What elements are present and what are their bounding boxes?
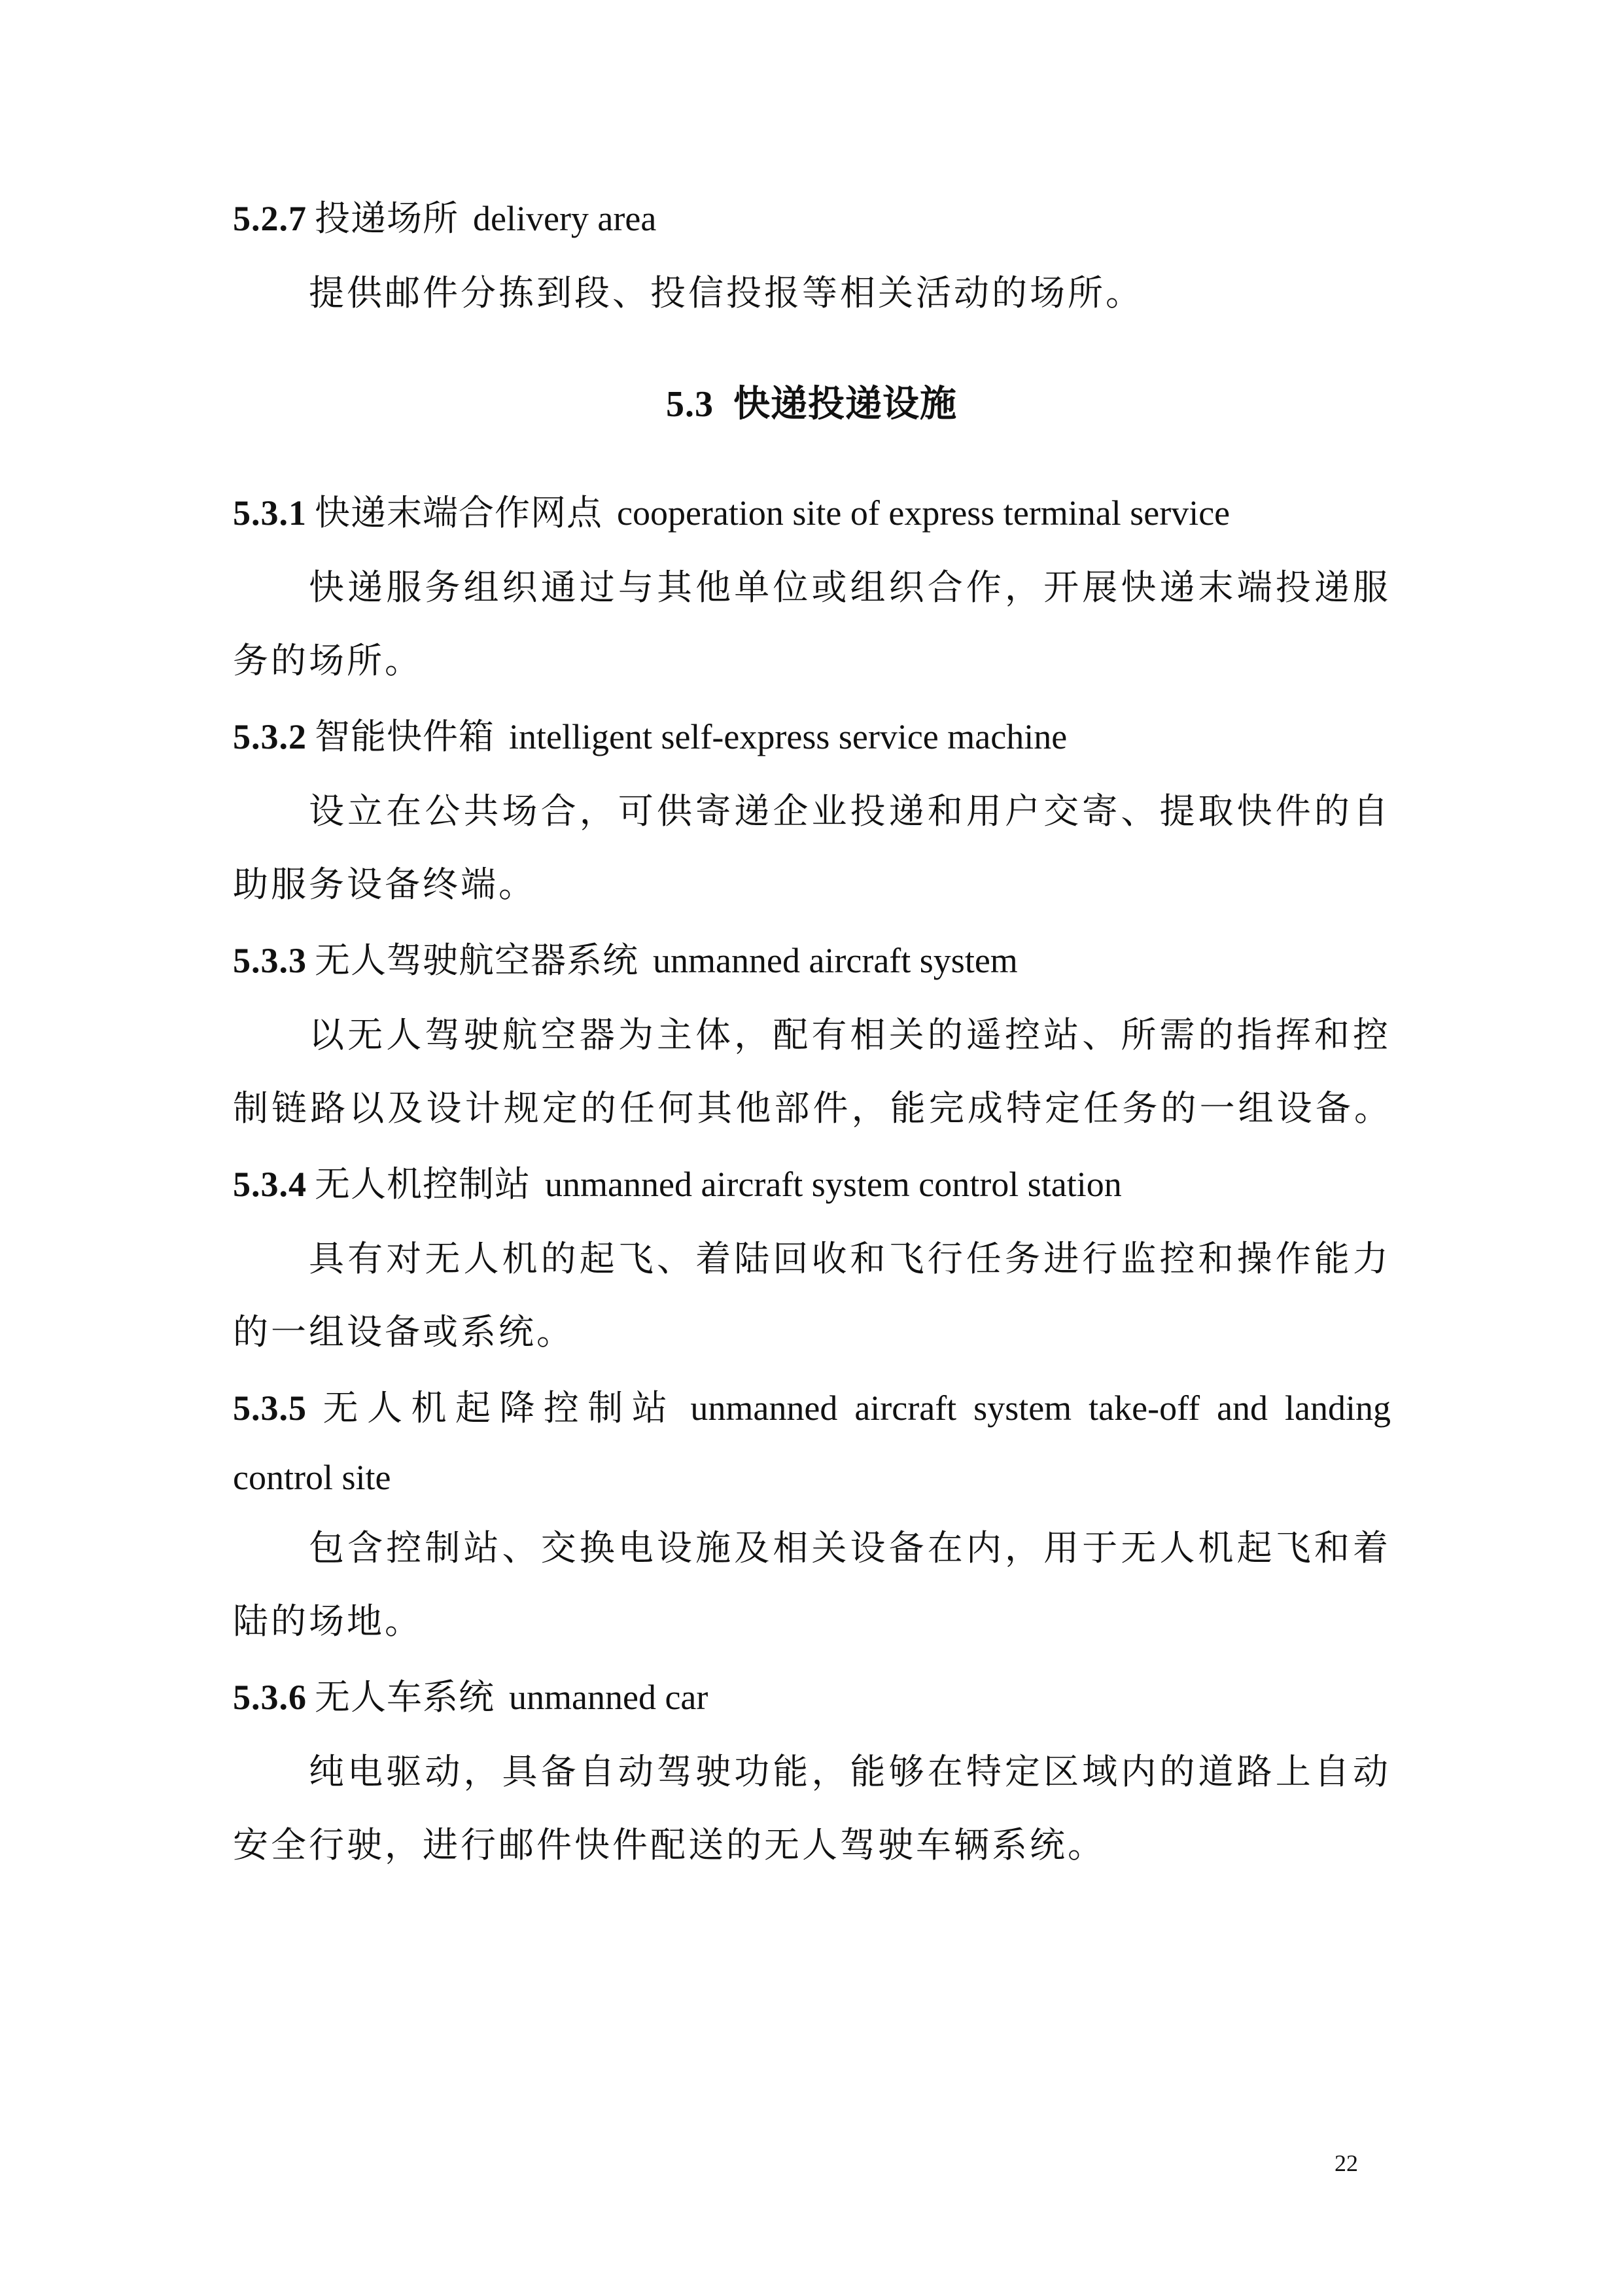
entry-number: 5.3.6 (233, 1678, 307, 1717)
term-en-continuation (233, 1451, 1391, 1504)
definition-line: 设立在公共场合，可供寄递企业投递和用户交寄、提取快件的自 (309, 790, 1391, 832)
page-number: 22 (1335, 2150, 1358, 2176)
term-en: intelligent self-express service machine (509, 717, 1068, 756)
definition-line: 具有对无人机的起飞、着陆回收和飞行任务进行监控和操作能力 (309, 1238, 1391, 1279)
entry-heading-5-3-5 (233, 1382, 1391, 1434)
definition-line: 快递服务组织通过与其他单位或组织合作，开展快递末端投递服 (309, 567, 1391, 608)
term-en: unmanned car (509, 1678, 708, 1717)
definition-line: 助服务设备终端。 (233, 864, 536, 905)
entry-number: 5.2.7 (233, 199, 307, 238)
definition-line: 包含控制站、交换电设施及相关设备在内，用于无人机起飞和着 (309, 1527, 1391, 1568)
definition-line: 的一组设备或系统。 (233, 1311, 574, 1352)
entry-heading-5-3-4 (233, 1158, 1391, 1210)
entry-heading-5-3-3 (233, 934, 1391, 987)
entry-heading-5-3-6 (233, 1671, 1391, 1723)
term-cn: 无人机起降控制站 (315, 1387, 676, 1428)
term-en: delivery area (473, 199, 657, 238)
definition-line: 以无人驾驶航空器为主体，配有相关的遥控站、所需的指挥和控 (309, 1014, 1391, 1055)
entry-number: 5.3.2 (233, 717, 307, 756)
entry-number: 5.3.5 (233, 1388, 307, 1428)
term-en: cooperation site of express terminal service (617, 493, 1230, 533)
entry-number: 5.3.1 (233, 493, 307, 533)
term-cn: 无人车系统 (315, 1676, 495, 1718)
term-en: unmanned aircraft system (653, 941, 1018, 980)
term-cn: 智能快件箱 (315, 716, 495, 757)
entry-heading-5-3-1 (233, 487, 1391, 539)
entry-heading-5-2-7 (233, 192, 1391, 245)
definition-line: 纯电驱动，具备自动驾驶功能，能够在特定区域内的道路上自动 (309, 1751, 1391, 1792)
definition-line: 务的场所。 (233, 640, 423, 681)
definition-line: 陆的场地。 (233, 1600, 423, 1642)
term-en: unmanned aircraft system control station (545, 1165, 1122, 1204)
entry-number: 5.3.3 (233, 941, 307, 980)
term-cn: 无人机控制站 (315, 1163, 531, 1205)
term-cn: 无人驾驶航空器系统 (315, 940, 638, 981)
term-cn: 投递场所 (315, 198, 459, 239)
definition-line: 制链路以及设计规定的任何其他部件，能完成特定任务的一组设备。 (233, 1087, 1391, 1129)
entry-heading-5-3-2 (233, 711, 1391, 763)
section-title-text: 快递投递设施 (733, 382, 957, 425)
term-cn: 快递末端合作网点 (315, 492, 602, 533)
definition-line: 安全行驶，进行邮件快件配送的无人驾驶车辆系统。 (233, 1824, 1106, 1865)
definition-line: 提供邮件分拣到段、投信投报等相关活动的场所。 (309, 272, 1143, 313)
term-en: unmanned aircraft system take-off and landing (690, 1388, 1391, 1428)
entry-number: 5.3.4 (233, 1165, 307, 1204)
section-title (0, 374, 1623, 434)
section-number: 5.3 (666, 384, 714, 425)
term-en: control site (233, 1458, 391, 1497)
